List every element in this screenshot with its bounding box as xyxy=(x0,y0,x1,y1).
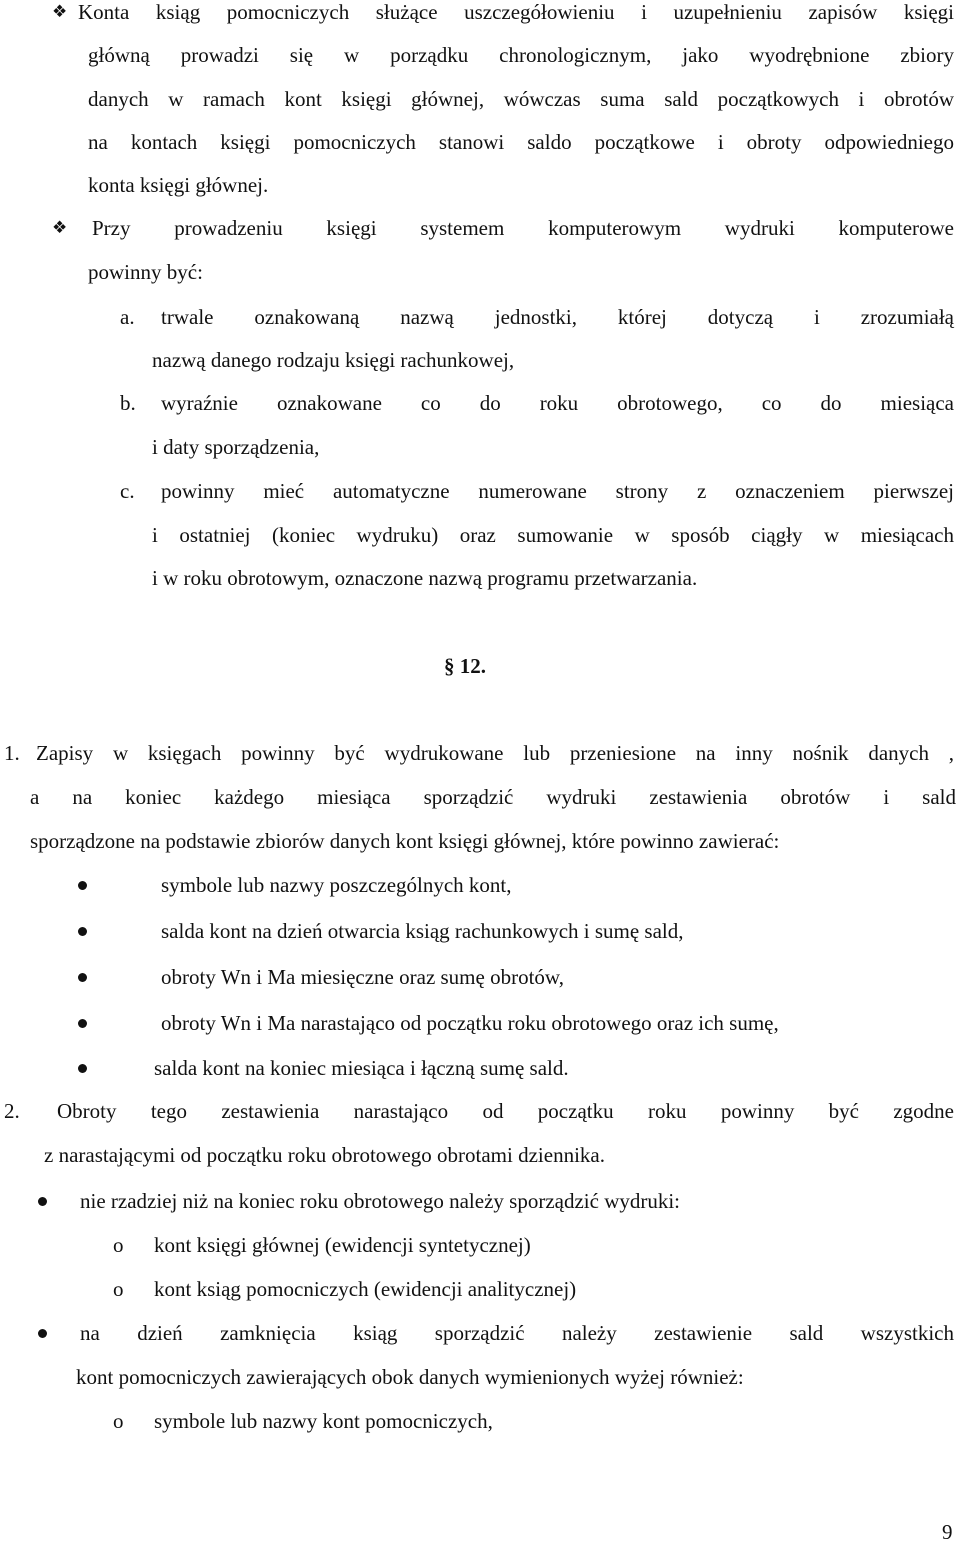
bullet-item: obroty Wn i Ma miesięczne oraz sumę obrotów, xyxy=(161,965,564,989)
bullet-dot-icon xyxy=(78,1064,87,1073)
list-marker: a. xyxy=(120,305,135,329)
point-number: 1. xyxy=(4,741,20,765)
bullet-item-line: na dzień zamknięcia ksiąg sporządzić należy zestawienie sald wszystkich xyxy=(80,1321,954,1345)
sub-bullet-marker: o xyxy=(113,1233,124,1257)
paragraph-line: z narastającymi od początku roku obrotowego obrotami dziennika. xyxy=(44,1143,605,1167)
list-item-line: wyraźnie oznakowane co do roku obrotowego, co do miesiąca xyxy=(161,391,954,415)
bullet-dot-icon xyxy=(78,1019,87,1028)
list-item-line: nazwą danego rodzaju księgi rachunkowej, xyxy=(152,348,515,372)
bullet-dot-icon xyxy=(38,1329,47,1338)
list-item-line: powinny mieć automatyczne numerowane strony z oznaczeniem pierwszej xyxy=(161,479,954,503)
sub-bullet-item: kont ksiąg pomocniczych (ewidencji analitycznej) xyxy=(154,1277,577,1301)
list-marker: c. xyxy=(120,479,135,503)
bullet-dot-icon xyxy=(78,973,87,982)
bullet-dot-icon xyxy=(78,881,87,890)
list-item-line: i w roku obrotowym, oznaczone nazwą programu przetwarzania. xyxy=(152,566,698,590)
paragraph-line: Zapisy w księgach powinny być wydrukowane lub przeniesione na inny nośnik danych , xyxy=(36,741,954,765)
list-item-line: trwale oznakowaną nazwą jednostki, której dotyczą i zrozumiałą xyxy=(161,305,954,329)
paragraph-line: Konta ksiąg pomocniczych służące uszczegółowieniu i uzupełnieniu zapisów księgi xyxy=(78,0,954,24)
bullet-item: salda kont na koniec miesiąca i łączną sumę sald. xyxy=(154,1056,569,1080)
paragraph-line: konta księgi głównej. xyxy=(88,173,269,197)
diamond-bullet-icon: ❖ xyxy=(52,2,68,21)
sub-bullet-item: symbole lub nazwy kont pomocniczych, xyxy=(154,1409,493,1433)
paragraph-line: na kontach księgi pomocniczych stanowi saldo początkowe i obroty odpowiedniego xyxy=(88,130,954,154)
section-symbol: § xyxy=(444,654,455,678)
paragraph-line: główną prowadzi się w porządku chronologicznym, jako wyodrębnione zbiory xyxy=(88,43,954,67)
paragraph-line: danych w ramach kont księgi głównej, wówczas suma sald początkowych i obrotów xyxy=(88,87,954,111)
bullet-item: symbole lub nazwy poszczególnych kont, xyxy=(161,873,512,897)
list-marker: b. xyxy=(120,391,136,415)
sub-bullet-marker: o xyxy=(113,1277,124,1301)
paragraph-line: sporządzone na podstawie zbiorów danych kont księgi głównej, które powinno zawierać: xyxy=(30,829,780,853)
point-number: 2. xyxy=(4,1099,20,1123)
bullet-dot-icon xyxy=(38,1197,47,1206)
diamond-bullet-icon: ❖ xyxy=(52,218,68,237)
list-item-line: i daty sporządzenia, xyxy=(152,435,320,459)
sub-bullet-item: kont księgi głównej (ewidencji syntetycznej) xyxy=(154,1233,531,1257)
list-item-line: i ostatniej (koniec wydruku) oraz sumowanie w sposób ciągły w miesiącach xyxy=(152,523,954,547)
paragraph-line: Obroty tego zestawienia narastająco od początku roku powinny być zgodne xyxy=(57,1099,954,1123)
section-number: 12. xyxy=(459,654,486,678)
bullet-item-line: kont pomocniczych zawierających obok danych wymienionych wyżej również: xyxy=(76,1365,744,1389)
paragraph-line: Przy prowadzeniu księgi systemem komputerowym wydruki komputerowe xyxy=(92,216,954,240)
bullet-item: obroty Wn i Ma narastająco od początku roku obrotowego oraz ich sumę, xyxy=(161,1011,779,1035)
paragraph-line: a na koniec każdego miesiąca sporządzić wydruki zestawienia obrotów i sald xyxy=(30,785,956,809)
bullet-dot-icon xyxy=(78,927,87,936)
section-heading xyxy=(444,654,486,678)
bullet-item: nie rzadziej niż na koniec roku obrotowego należy sporządzić wydruki: xyxy=(80,1189,681,1213)
paragraph-line: powinny być: xyxy=(88,260,203,284)
sub-bullet-marker: o xyxy=(113,1409,124,1433)
page-number: 9 xyxy=(942,1520,953,1544)
bullet-item: salda kont na dzień otwarcia ksiąg rachunkowych i sumę sald, xyxy=(161,919,684,943)
